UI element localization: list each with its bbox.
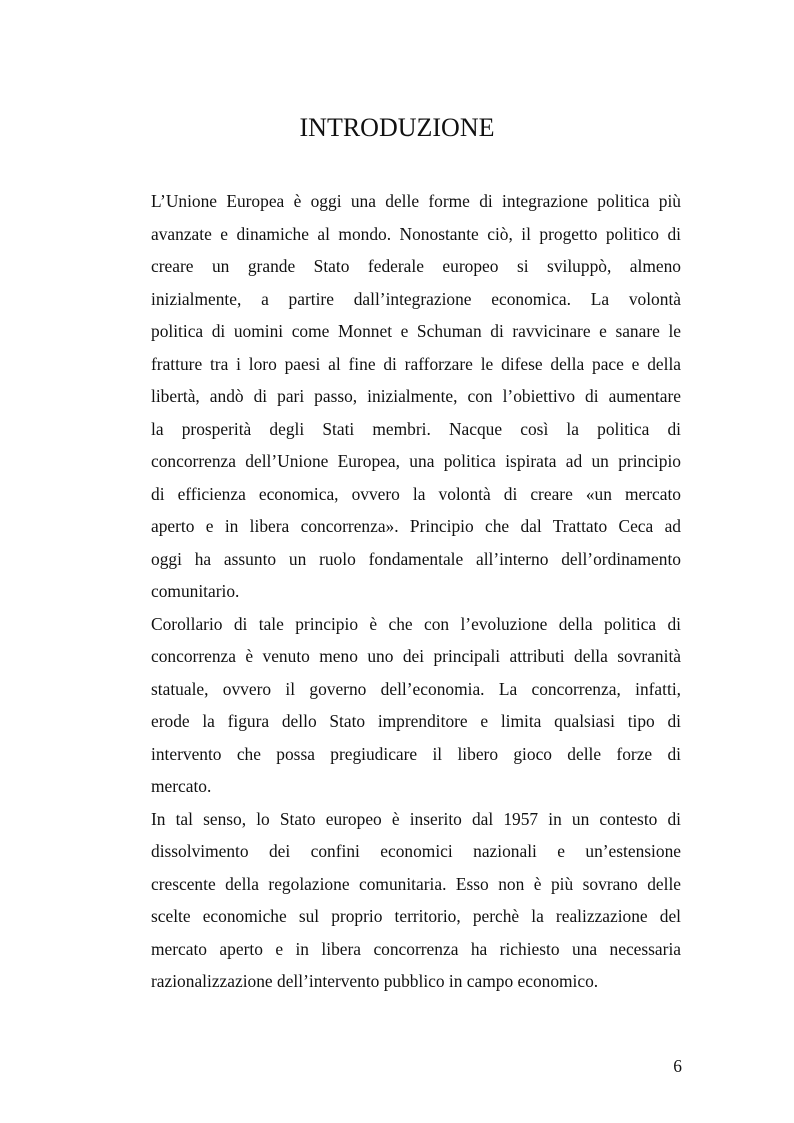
text-line: fratture tra i loro paesi al fine di rafforzare le difese della pace e della xyxy=(151,353,681,374)
text-line: dissolvimento dei confini economici nazionali e un’estensione xyxy=(151,841,681,861)
text-line: concorrenza è venuto meno uno dei principali attributi della sovranità xyxy=(151,646,681,666)
text-line: scelte economiche sul proprio territorio, perchè la realizzazione del xyxy=(151,906,681,926)
text-line: la prosperità degli Stati membri. Nacque così la politica di xyxy=(151,418,681,439)
text-line: Corollario di tale principio è che con l’evoluzione della politica di xyxy=(151,613,681,634)
page-number: 6 xyxy=(673,1056,682,1076)
text-line: concorrenza dell’Unione Europea, una politica ispirata ad un principio xyxy=(151,451,681,471)
page-title: INTRODUZIONE xyxy=(299,113,495,142)
text-line: aperto e in libera concorrenza». Principio che dal Trattato Ceca ad xyxy=(151,516,681,536)
text-line: razionalizzazione dell’intervento pubblico in campo economico. xyxy=(151,971,599,991)
text-line: libertà, andò di pari passo, inizialmente, con l’obiettivo di aumentare xyxy=(151,386,681,406)
paragraph-1 xyxy=(151,185,681,608)
text-line: L’Unione Europea è oggi una delle forme di integrazione politica più xyxy=(151,191,681,211)
text-line: erode la figura dello Stato imprenditore e limita qualsiasi tipo di xyxy=(151,711,681,731)
body-text xyxy=(151,185,681,998)
text-line: crescente della regolazione comunitaria. Esso non è più sovrano delle xyxy=(151,873,681,894)
text-line: intervento che possa pregiudicare il libero gioco delle forze di xyxy=(151,743,681,764)
text-line: inizialmente, a partire dall’integrazione economica. La volontà xyxy=(151,288,681,309)
text-line: oggi ha assunto un ruolo fondamentale all’interno dell’ordinamento xyxy=(151,548,681,569)
text-line: creare un grande Stato federale europeo si sviluppò, almeno xyxy=(151,256,681,276)
text-line: statuale, ovvero il governo dell’economia. La concorrenza, infatti, xyxy=(151,678,681,699)
text-line: mercato. xyxy=(151,776,212,796)
paragraph-3 xyxy=(151,803,681,998)
text-line: mercato aperto e in libera concorrenza ha richiesto una necessaria xyxy=(151,938,681,959)
text-line: In tal senso, lo Stato europeo è inserito dal 1957 in un contesto di xyxy=(151,808,681,829)
paragraph-2 xyxy=(151,608,681,803)
text-line: comunitario. xyxy=(151,581,240,601)
text-line: avanzate e dinamiche al mondo. Nonostante ciò, il progetto politico di xyxy=(151,223,681,244)
text-line: di efficienza economica, ovvero la volontà di creare «un mercato xyxy=(151,483,681,504)
text-line: politica di uomini come Monnet e Schuman di ravvicinare e sanare le xyxy=(151,321,681,341)
